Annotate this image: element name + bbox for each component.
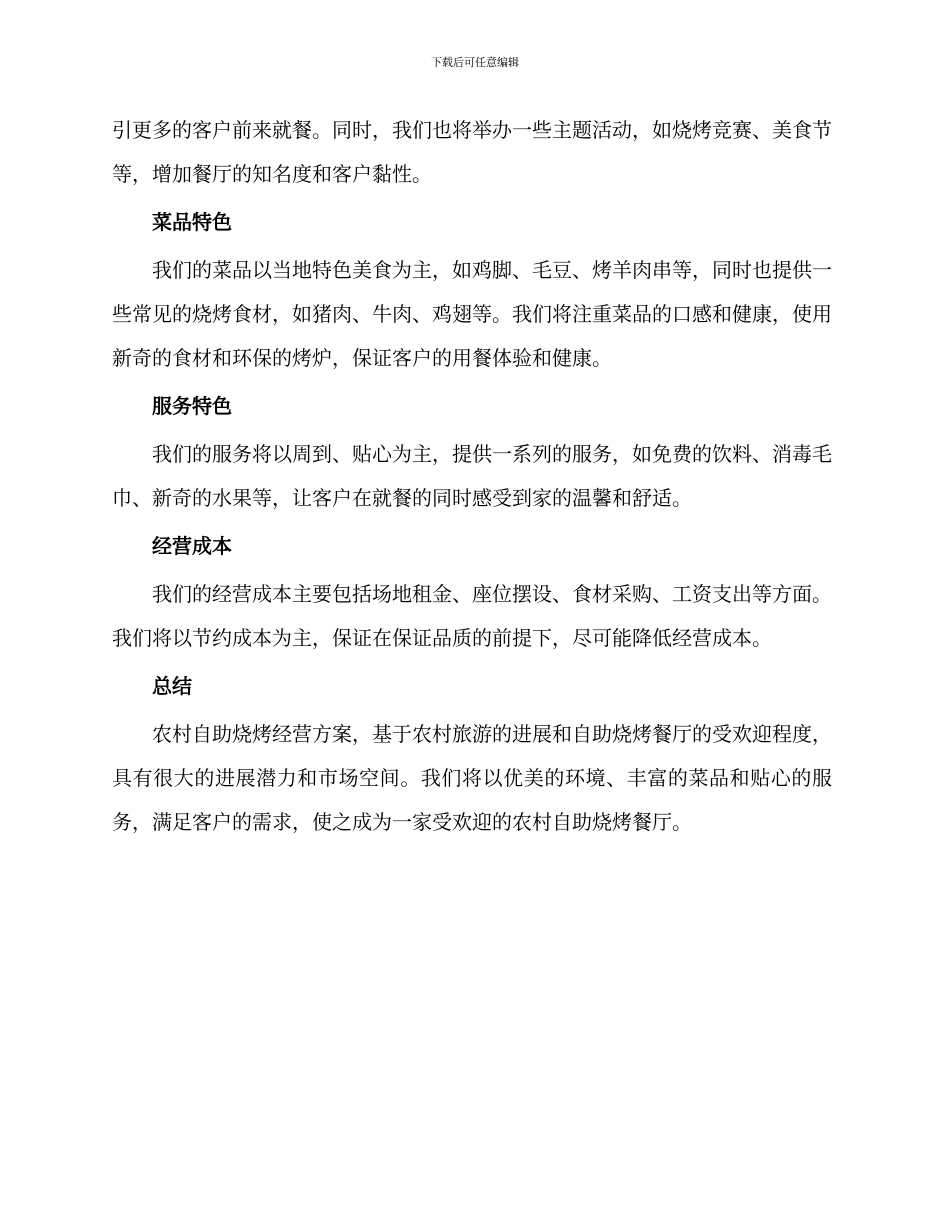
section-body-dishes: 我们的菜品以当地特色美食为主，如鸡脚、毛豆、烤羊肉串等，同时也提供一些常见的烧烤食材，如猪肉、牛肉、鸡翅等。我们将注重菜品的口感和健康，使用新奇的食材和环保的烤炉，保证客户的用餐体验和健康。	[112, 258, 832, 370]
document-body	[112, 108, 832, 844]
section-body-costs: 我们的经营成本主要包括场地租金、座位摆设、食材采购、工资支出等方面。我们将以节约成本为主，保证在保证品质的前提下，尽可能降低经营成本。	[112, 582, 832, 650]
section-heading-summary: 总结	[152, 674, 192, 698]
section-heading-service: 服务特色	[152, 394, 232, 418]
section-body-summary: 农村自助烧烤经营方案，基于农村旅游的进展和自助烧烤餐厅的受欢迎程度，具有很大的进展潜力和市场空间。我们将以优美的环境、丰富的菜品和贴心的服务，满足客户的需求，使之成为一家受欢迎的农村自助烧烤餐厅。	[112, 722, 832, 834]
section-heading-costs: 经营成本	[152, 534, 232, 558]
section-body-service: 我们的服务将以周到、贴心为主，提供一系列的服务，如免费的饮料、消毒毛巾、新奇的水果等，让客户在就餐的同时感受到家的温馨和舒适。	[112, 442, 832, 510]
section-heading-dishes: 菜品特色	[152, 210, 232, 234]
intro-paragraph: 引更多的客户前来就餐。同时，我们也将举办一些主题活动，如烧烤竞赛、美食节等，增加餐厅的知名度和客户黏性。	[112, 118, 832, 186]
page-header-note: 下载后可任意编辑	[431, 56, 519, 69]
